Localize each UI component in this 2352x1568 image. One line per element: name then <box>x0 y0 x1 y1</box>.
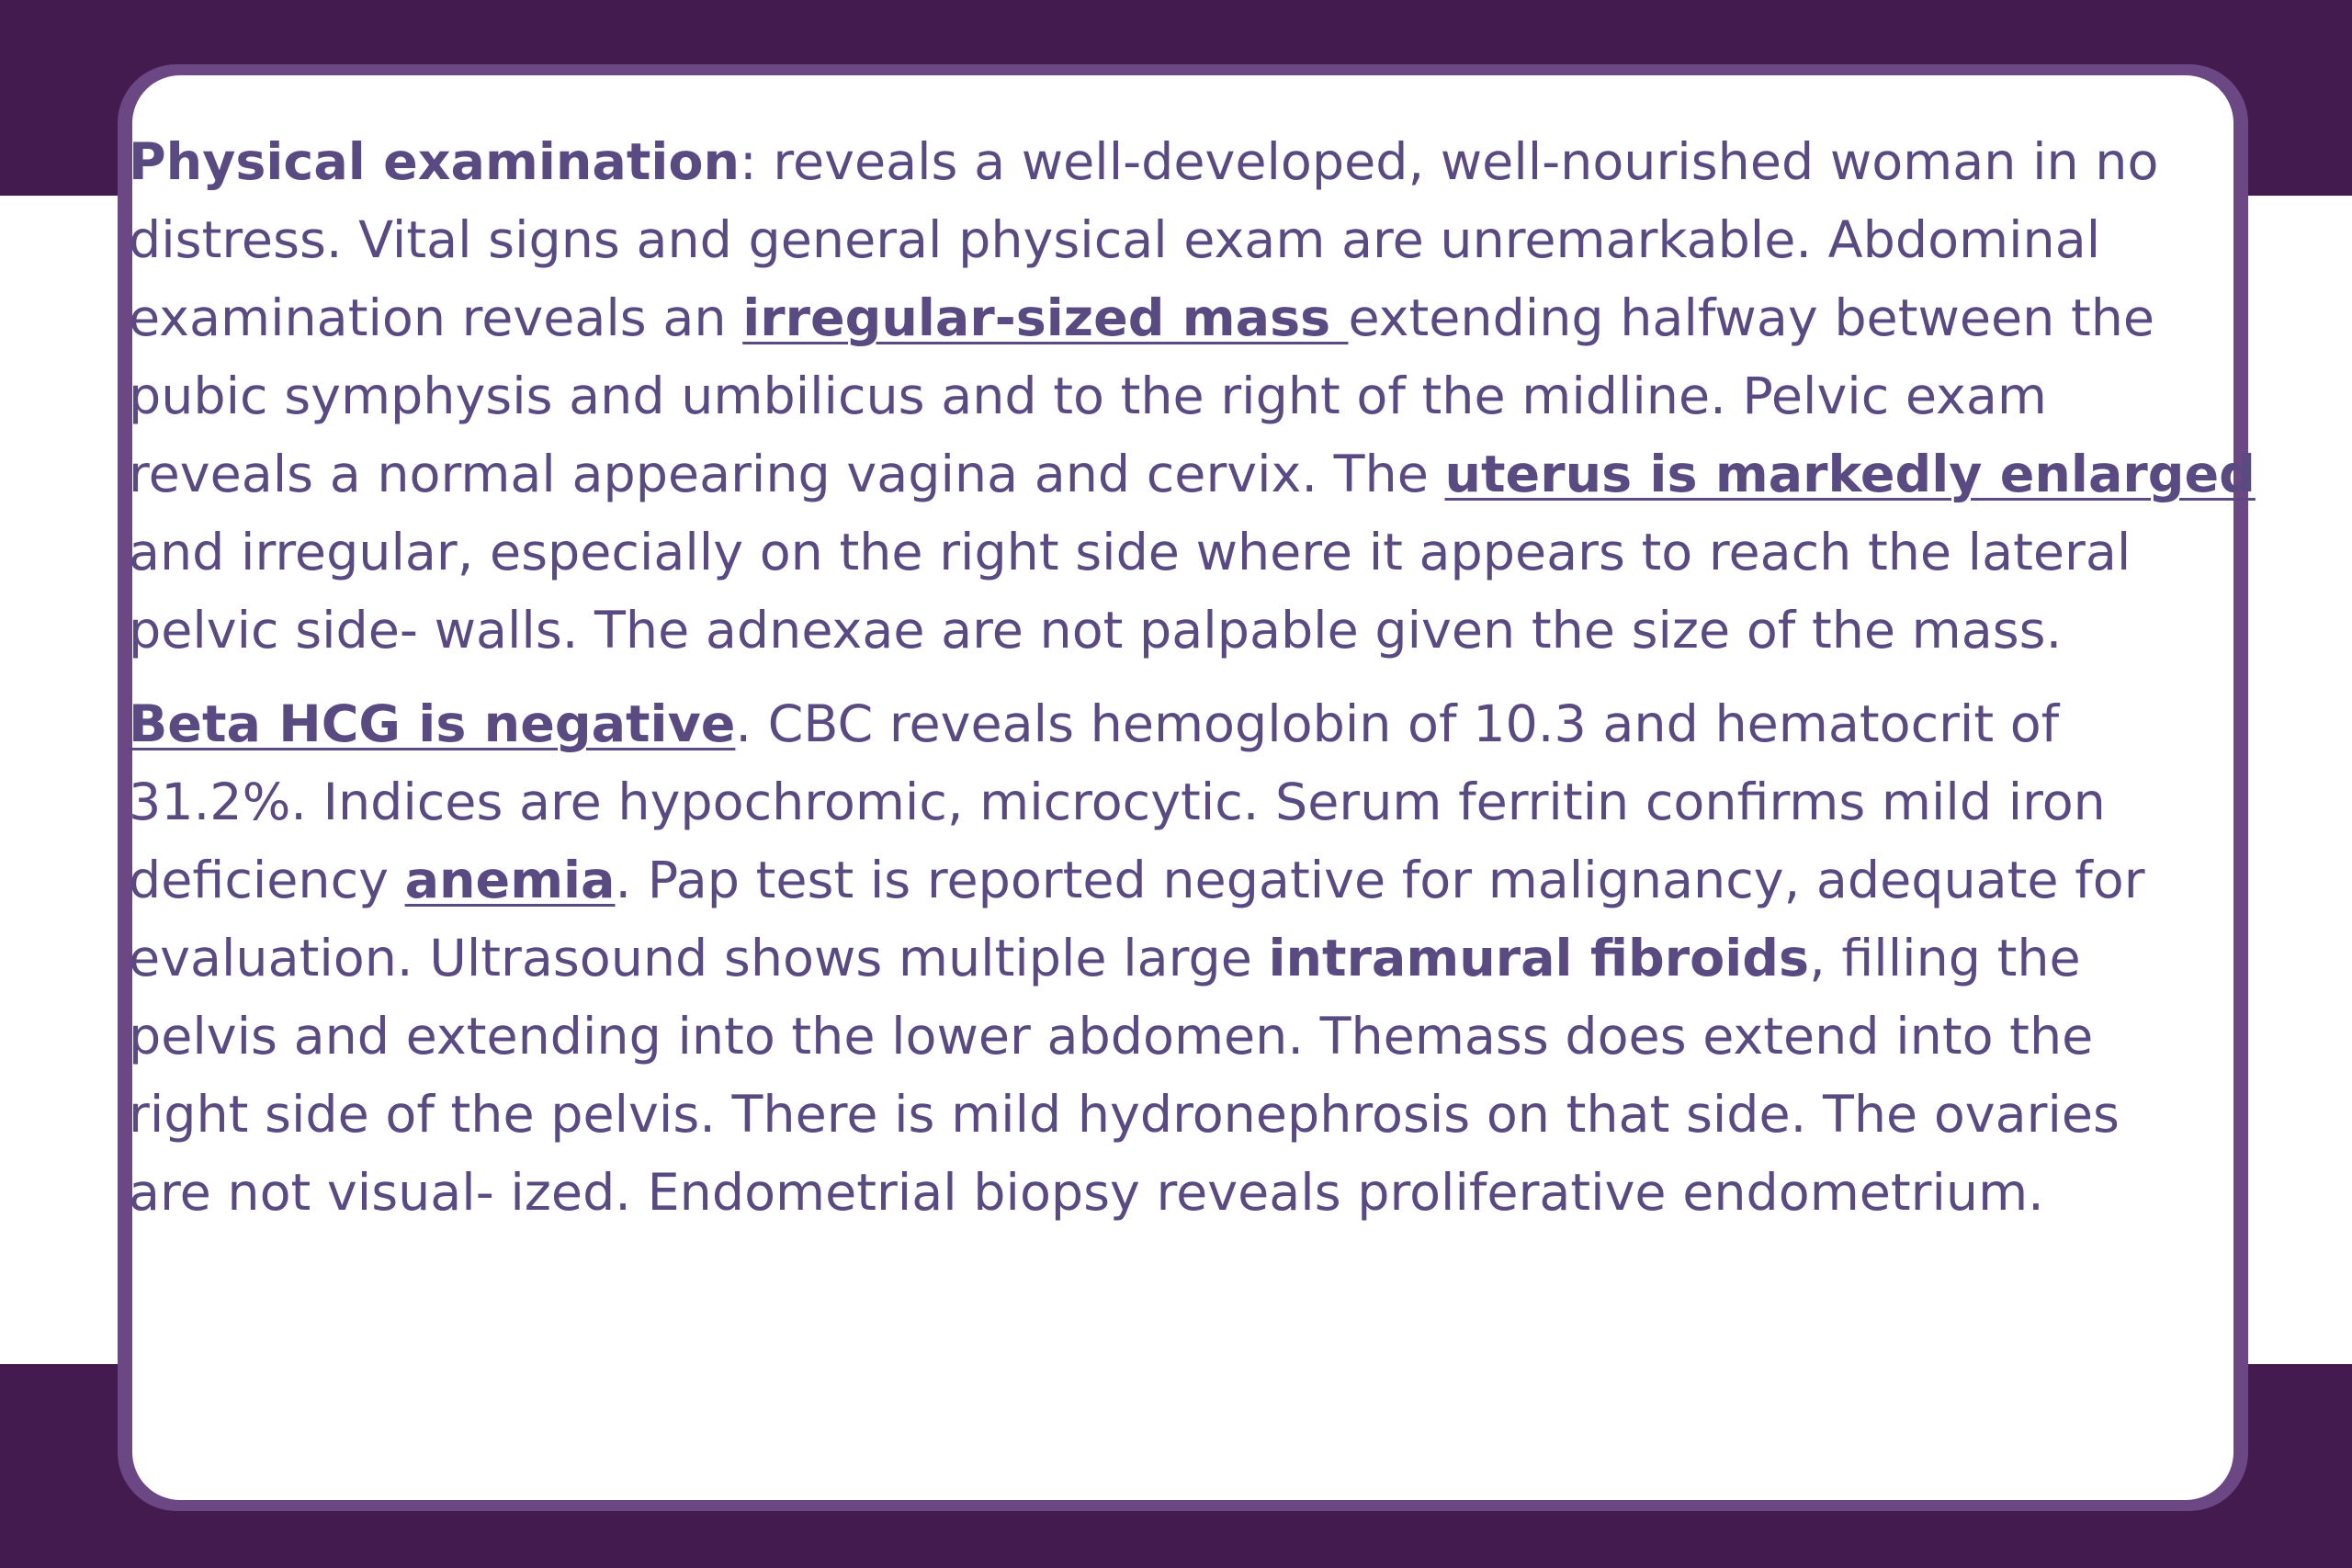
labs-line-2: 31.2%. Indices are hypochromic, microcytic. Serum ferritin confirms mild iron <box>129 773 2106 832</box>
irregular-mass-emphasis: irregular-sized mass <box>742 288 1349 348</box>
exam-line-1 <box>129 123 2242 201</box>
exam-line-1-text: : reveals a well-developed, well-nourished woman in no <box>740 132 2159 192</box>
labs-line-4-post: , filling the <box>1809 929 2081 988</box>
labs-line-6: right side of the pelvis. There is mild hydronephrosis on that side. The ovaries <box>129 1085 2120 1145</box>
exam-line-7: pelvic side- walls. The adnexae are not palpable given the size of the mass. <box>129 601 2063 660</box>
labs-line-4 <box>129 919 2242 998</box>
labs-line-3-post: . Pap test is reported negative for malignancy, adequate for <box>615 851 2145 910</box>
exam-line-2: distress. Vital signs and general physical exam are unremarkable. Abdominal <box>129 210 2101 270</box>
labs-line-7: are not visual- ized. Endometrial biopsy reveals proliferative endometrium. <box>129 1163 2044 1223</box>
anemia-emphasis: anemia <box>404 851 616 910</box>
exam-line-3 <box>129 279 2242 357</box>
exam-line-3-post: extending halfway between the <box>1348 288 2155 348</box>
exam-heading: Physical examination <box>129 132 741 192</box>
labs-line-1-post: . CBC reveals hemoglobin of 10.3 and hematocrit of <box>735 694 2060 754</box>
uterus-enlarged-emphasis: uterus is markedly enlarged <box>1444 445 2256 504</box>
exam-line-5-pre: reveals a normal appearing vagina and cervix. The <box>129 445 1445 504</box>
exam-line-6: and irregular, especially on the right side where it appears to reach the lateral <box>129 523 2132 582</box>
fibroids-emphasis: intramural fibroids <box>1268 929 1810 988</box>
exam-line-5 <box>129 435 2256 513</box>
labs-line-1 <box>129 685 2242 763</box>
beta-hcg-emphasis: Beta HCG is negative <box>129 694 736 754</box>
exam-line-4: pubic symphysis and umbilicus and to the right of the midline. Pelvic exam <box>129 367 2047 426</box>
labs-line-3-pre: deficiency <box>129 851 405 910</box>
labs-line-3 <box>129 841 2242 919</box>
case-text <box>129 123 2256 1232</box>
labs-line-4-pre: evaluation. Ultrasound shows multiple large <box>129 929 1269 988</box>
exam-line-3-pre: examination reveals an <box>129 288 743 348</box>
labs-line-5: pelvis and extending into the lower abdomen. Themass does extend into the <box>129 1007 2094 1066</box>
